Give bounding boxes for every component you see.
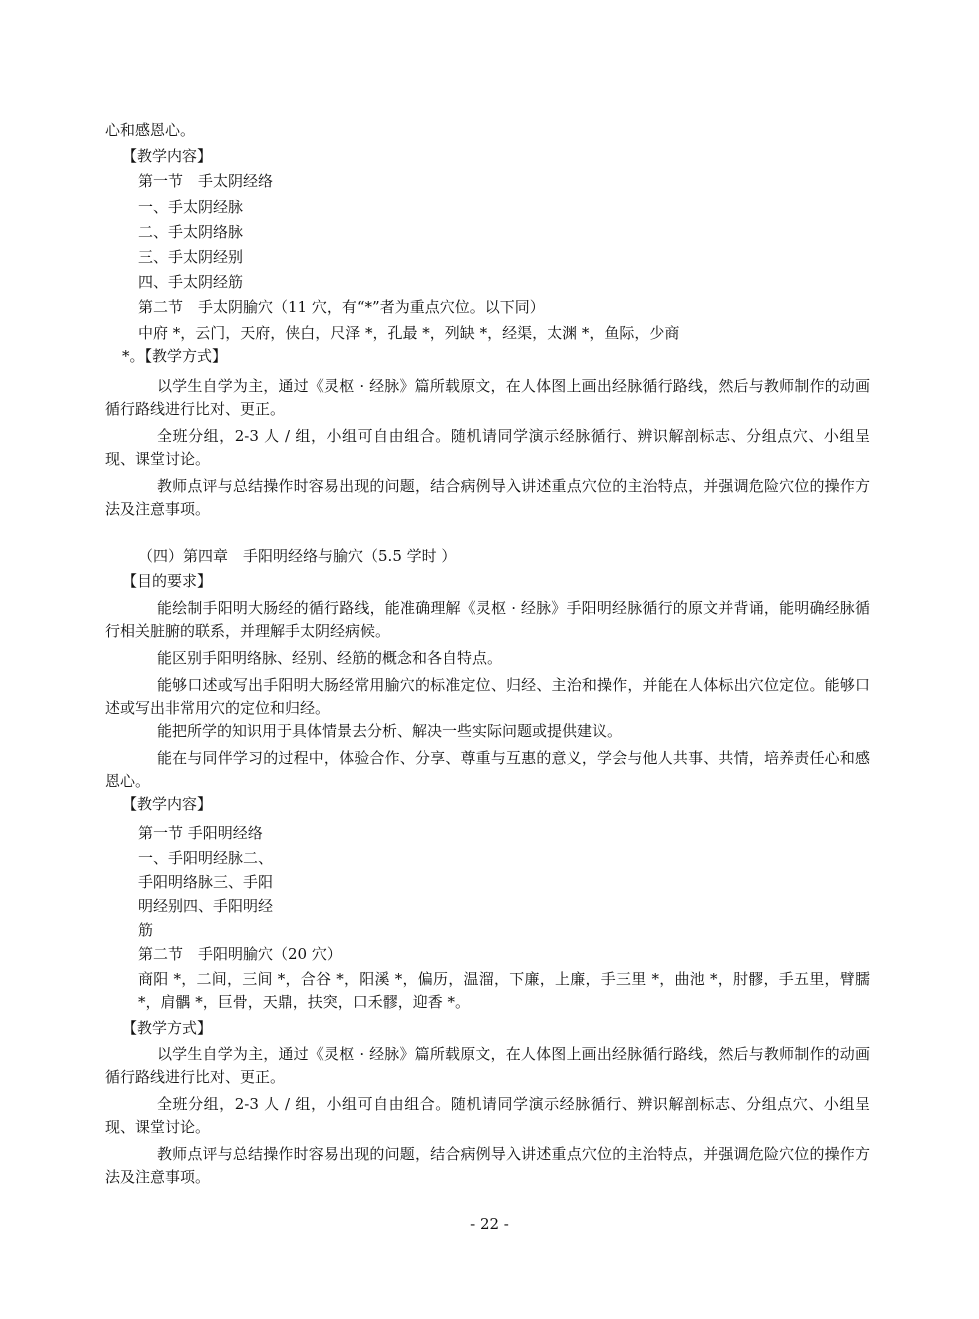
text-line: *。【教学方式】 (122, 347, 228, 365)
text-line: 四、手太阴经筋 (138, 273, 244, 291)
paragraph: 全班分组，2-3 人 / 组，小组可自由组合。随机请同学演示经脉循行、辨识解剖标志、分组点穴、小组呈现、课堂讨论。 (105, 427, 870, 468)
page-number: - 22 - (470, 1215, 509, 1233)
text-line: 明经别四、手阳明经 (138, 897, 274, 915)
paragraph: 能在与同伴学习的过程中，体验合作、分享、尊重与互惠的意义，学会与他人共事、共情，培养责任心和感恩心。 (105, 749, 870, 790)
section-heading: 【教学内容】 (122, 147, 213, 165)
text-line: 中府 *，云门，天府，侠白，尺泽 *，孔最 *，列缺 *，经渠，太渊 *，鱼际，少商 (138, 324, 680, 342)
paragraph: 商阳 *，二间，三间 *，合谷 *，阳溪 *，偏历，温溜，下廉，上廉，手三里 *，曲池 *，肘髎，手五里，臂臑 *，肩髃 *，巨骨，天鼎，扶突，口禾髎，迎香 *。 (138, 970, 870, 1011)
text-line: 一、手阳明经脉二、 (138, 849, 274, 867)
text-line: 第二节 手太阴腧穴（11 穴，有“*”者为重点穴位。以下同） (138, 298, 545, 316)
chapter-heading: （四）第四章 手阳明经络与腧穴（5.5 学时 ） (138, 547, 457, 565)
text-line: 一、手太阴经脉 (138, 198, 244, 216)
paragraph: 教师点评与总结操作时容易出现的问题，结合病例导入讲述重点穴位的主治特点，并强调危险穴位的操作方法及注意事项。 (105, 1145, 870, 1186)
text-line: 手阳明络脉三、手阳 (138, 873, 274, 891)
text-line: 三、手太阴经别 (138, 248, 244, 266)
text-line: 心和感恩心。 (105, 121, 196, 139)
section-heading: 【教学内容】 (122, 795, 213, 813)
paragraph: 以学生自学为主，通过《灵枢 · 经脉》篇所载原文，在人体图上画出经脉循行路线，然后与教师制作的动画循行路线进行比对、更正。 (105, 377, 870, 418)
paragraph: 全班分组，2-3 人 / 组，小组可自由组合。随机请同学演示经脉循行、辨识解剖标志、分组点穴、小组呈现、课堂讨论。 (105, 1095, 870, 1136)
section-heading: 【目的要求】 (122, 572, 213, 590)
text-line: 二、手太阴络脉 (138, 223, 244, 241)
paragraph: 能把所学的知识用于具体情景去分析、解决一些实际问题或提供建议。 (157, 722, 623, 740)
section-heading: 【教学方式】 (122, 1019, 213, 1037)
paragraph: 能区别手阳明络脉、经别、经筋的概念和各自特点。 (157, 649, 503, 667)
paragraph: 能够口述或写出手阳明大肠经常用腧穴的标准定位、归经、主治和操作，并能在人体标出穴位定位。能够口述或写出非常用穴的定位和归经。 (105, 676, 870, 717)
text-line: 第二节 手阳明腧穴（20 穴） (138, 945, 342, 963)
text-line: 筋 (138, 921, 154, 939)
paragraph: 以学生自学为主，通过《灵枢 · 经脉》篇所载原文，在人体图上画出经脉循行路线，然后与教师制作的动画循行路线进行比对、更正。 (105, 1045, 870, 1086)
paragraph: 能绘制手阳明大肠经的循行路线，能准确理解《灵枢 · 经脉》手阳明经脉循行的原文并背诵，能明确经脉循行相关脏腑的联系，并理解手太阴经病候。 (105, 599, 870, 640)
text-line: 第一节 手阳明经络 (138, 824, 263, 842)
text-line: 第一节 手太阴经络 (138, 172, 274, 190)
paragraph: 教师点评与总结操作时容易出现的问题，结合病例导入讲述重点穴位的主治特点，并强调危险穴位的操作方法及注意事项。 (105, 477, 870, 518)
